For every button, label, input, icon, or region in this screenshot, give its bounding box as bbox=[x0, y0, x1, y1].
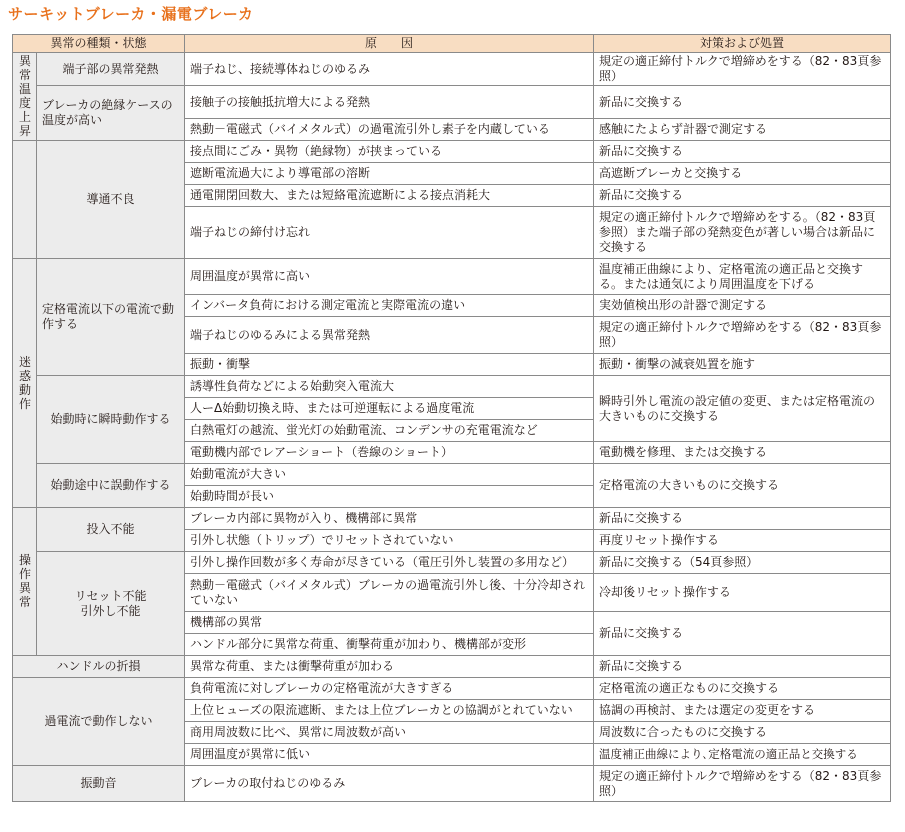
action-cell: 冷却後リセット操作する bbox=[594, 574, 891, 612]
cause-cell: 振動・衝撃 bbox=[185, 354, 594, 376]
group-label-temperature bbox=[13, 53, 37, 141]
group-char: 昇 bbox=[18, 124, 31, 138]
action-cell: 定格電流の適正なものに交換する bbox=[594, 678, 891, 700]
action-cell: 規定の適正締付トルクで増締めをする（82・83頁参照） bbox=[594, 53, 891, 86]
cause-cell: 熱動－電磁式（バイメタル式）の過電流引外し素子を内蔵している bbox=[185, 119, 594, 141]
group-char: 惑 bbox=[18, 368, 31, 383]
group-char: 度 bbox=[18, 96, 31, 110]
group-char: 操 bbox=[18, 553, 31, 567]
group-char: 作 bbox=[18, 567, 31, 581]
table-row bbox=[13, 86, 891, 119]
cause-cell: 周囲温度が異常に高い bbox=[185, 259, 594, 295]
header-action: 対策および処置 bbox=[594, 35, 891, 53]
cause-cell: 負荷電流に対しブレーカの定格電流が大きすぎる bbox=[185, 678, 594, 700]
cause-cell: インバータ負荷における測定電流と実際電流の違い bbox=[185, 295, 594, 317]
action-cell: 周波数に合ったものに交換する bbox=[594, 722, 891, 744]
cause-cell: 遮断電流過大により導電部の溶断 bbox=[185, 163, 594, 185]
action-cell: 電動機を修理、または交換する bbox=[594, 442, 891, 464]
action-cell: 温度補正曲線により、定格電流の適正品と交換する。または通気により周囲温度を下げる bbox=[594, 259, 891, 295]
cause-cell: 端子ねじのゆるみによる異常発熱 bbox=[185, 317, 594, 354]
cause-cell: ブレーカ内部に異物が入り、機構部に異常 bbox=[185, 508, 594, 530]
troubleshooting-table bbox=[12, 34, 891, 802]
cause-cell: 始動時間が長い bbox=[185, 486, 594, 508]
cause-cell: 白熱電灯の越流、蛍光灯の始動電流、コンデンサの充電電流など bbox=[185, 420, 594, 442]
header-symptom: 異常の種類・状態 bbox=[13, 35, 185, 53]
symptom-cell: 定格電流以下の電流で動作する bbox=[37, 259, 185, 376]
symptom-cell: 端子部の異常発熱 bbox=[37, 53, 185, 86]
group-char: 異 bbox=[18, 54, 31, 68]
cause-cell: 誘導性負荷などによる始動突入電流大 bbox=[185, 376, 594, 398]
cause-cell: 引外し操作回数が多く寿命が尽きている（電圧引外し装置の多用など） bbox=[185, 552, 594, 574]
group-char: 常 bbox=[18, 595, 31, 609]
cause-cell: 端子ねじ、接続導体ねじのゆるみ bbox=[185, 53, 594, 86]
action-cell: 感触にたよらず計器で測定する bbox=[594, 119, 891, 141]
action-cell: 協調の再検討、または選定の変更をする bbox=[594, 700, 891, 722]
symptom-line: リセット不能 bbox=[74, 588, 147, 603]
action-cell: 温度補正曲線により､定格電流の適正品と交換する bbox=[594, 744, 891, 766]
cause-cell: 熱動－電磁式（バイメタル式）ブレーカの過電流引外し後、十分冷却されていない bbox=[185, 574, 594, 612]
table-row bbox=[13, 259, 891, 295]
symptom-cell: 投入不能 bbox=[37, 508, 185, 552]
cause-cell: 通電開閉回数大、または短絡電流遮断による接点消耗大 bbox=[185, 185, 594, 207]
cause-cell: 接点間にごみ・異物（絶縁物）が挟まっている bbox=[185, 141, 594, 163]
table-header-row bbox=[13, 35, 891, 53]
group-char: 常 bbox=[18, 68, 31, 82]
table-row bbox=[13, 464, 891, 486]
group-char: 迷 bbox=[18, 354, 31, 369]
group-char: 温 bbox=[18, 82, 31, 96]
table-row bbox=[13, 53, 891, 86]
group-char: 異 bbox=[18, 581, 31, 595]
cause-cell: 接触子の接触抵抗増大による発熱 bbox=[185, 86, 594, 119]
table-row bbox=[13, 656, 891, 678]
action-cell: 新品に交換する bbox=[594, 86, 891, 119]
action-cell: 規定の適正締付トルクで増締めをする（82・83頁参照） bbox=[594, 317, 891, 354]
cause-cell: 上位ヒューズの限流遮断、または上位ブレーカとの協調がとれていない bbox=[185, 700, 594, 722]
group-char: 作 bbox=[18, 396, 31, 411]
table-row bbox=[13, 376, 891, 398]
cause-cell: ハンドル部分に異常な荷重、衝撃荷重が加わり、機構部が変形 bbox=[185, 634, 594, 656]
action-cell: 再度リセット操作する bbox=[594, 530, 891, 552]
cause-cell: 引外し状態（トリップ）でリセットされていない bbox=[185, 530, 594, 552]
symptom-cell: 振動音 bbox=[13, 766, 185, 802]
action-cell: 高遮断ブレーカと交換する bbox=[594, 163, 891, 185]
group-spacer bbox=[13, 141, 37, 259]
header-cause: 原 因 bbox=[185, 35, 594, 53]
table-row bbox=[13, 552, 891, 574]
action-cell: 新品に交換する bbox=[594, 185, 891, 207]
action-cell: 新品に交換する bbox=[594, 141, 891, 163]
cause-cell: 人ーΔ始動切換え時、または可逆運転による過度電流 bbox=[185, 398, 594, 420]
symptom-cell: 始動時に瞬時動作する bbox=[37, 376, 185, 464]
cause-cell: ブレーカの取付ねじのゆるみ bbox=[185, 766, 594, 802]
cause-cell: 周囲温度が異常に低い bbox=[185, 744, 594, 766]
group-char: 上 bbox=[18, 110, 31, 124]
symptom-cell: ブレーカの絶縁ケースの温度が高い bbox=[37, 86, 185, 141]
action-cell: 新品に交換する bbox=[594, 656, 891, 678]
action-cell: 新品に交換する bbox=[594, 612, 891, 656]
action-cell: 規定の適正締付トルクで増締めをする（82・83頁参照） bbox=[594, 766, 891, 802]
action-cell: 瞬時引外し電流の設定値の変更、または定格電流の大きいものに交換する bbox=[594, 376, 891, 442]
symptom-line: 引外し不能 bbox=[80, 603, 141, 618]
group-label-false-trip bbox=[13, 259, 37, 508]
table-row bbox=[13, 508, 891, 530]
cause-cell: 機構部の異常 bbox=[185, 612, 594, 634]
symptom-cell: 始動途中に誤動作する bbox=[37, 464, 185, 508]
cause-cell: 端子ねじの締付け忘れ bbox=[185, 207, 594, 259]
cause-cell: 始動電流が大きい bbox=[185, 464, 594, 486]
symptom-cell: 導通不良 bbox=[37, 141, 185, 259]
page-title: サーキットブレーカ・漏電ブレーカ bbox=[8, 5, 254, 23]
symptom-cell: 過電流で動作しない bbox=[13, 678, 185, 766]
action-cell: 新品に交換する bbox=[594, 508, 891, 530]
group-char: 動 bbox=[18, 382, 31, 397]
group-label-operation bbox=[13, 508, 37, 656]
cause-cell: 異常な荷重、または衝撃荷重が加わる bbox=[185, 656, 594, 678]
action-cell: 実効値検出形の計器で測定する bbox=[594, 295, 891, 317]
cause-cell: 商用周波数に比べ、異常に周波数が高い bbox=[185, 722, 594, 744]
table-row bbox=[13, 141, 891, 163]
table-row bbox=[13, 766, 891, 802]
action-cell: 規定の適正締付トルクで増締めをする。（82・83頁参照）また端子部の発熱変色が著しい場合は新品に交換する bbox=[594, 207, 891, 259]
action-cell: 定格電流の大きいものに交換する bbox=[594, 464, 891, 508]
symptom-cell bbox=[37, 552, 185, 656]
symptom-cell: ハンドルの折損 bbox=[13, 656, 185, 678]
action-cell: 振動・衝撃の減衰処置を施す bbox=[594, 354, 891, 376]
action-cell: 新品に交換する（54頁参照） bbox=[594, 552, 891, 574]
cause-cell: 電動機内部でレアーショート（巻線のショート） bbox=[185, 442, 594, 464]
table-row bbox=[13, 678, 891, 700]
